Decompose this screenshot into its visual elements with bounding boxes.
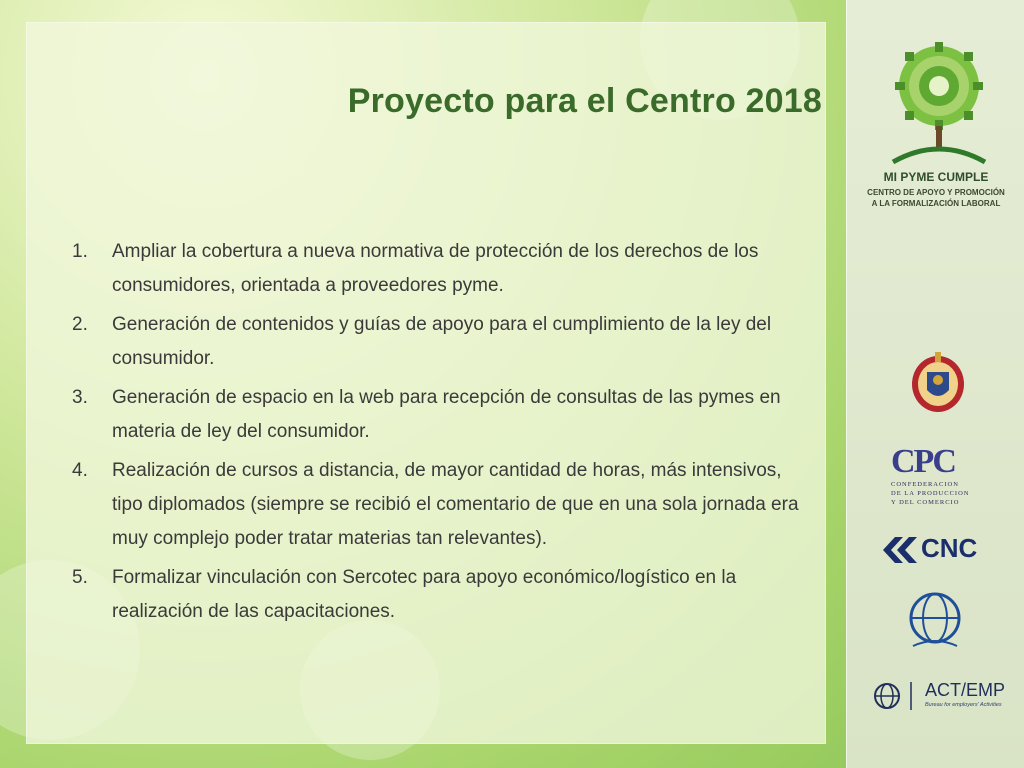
cpc-letters: CPC — [891, 443, 955, 480]
content-panel — [26, 22, 826, 744]
cpc-line: DE LA PRODUCCION — [891, 490, 970, 497]
list-item — [72, 381, 802, 449]
item-text: Generación de contenidos y guías de apoyo para el cumplimiento de la ley del consumidor. — [112, 314, 772, 369]
oit-globe-logo — [903, 592, 967, 650]
cnc-label: CNC — [921, 533, 978, 563]
cpc-line: CONFEDERACION — [891, 481, 959, 488]
subtitle-line: A LA FORMALIZACIÓN LABORAL — [871, 199, 1001, 208]
item-text: Ampliar la cobertura a nueva normativa de protección de los derechos de los consumidores, orientada a proveedores pyme. — [112, 241, 759, 296]
list-item — [72, 235, 802, 303]
globe-icon — [871, 680, 915, 712]
mi-pyme-cumple-subtitle — [847, 187, 1024, 209]
item-text: Realización de cursos a distancia, de mayor cantidad de horas, más intensivos, tipo diplomados (siempre se recibió el comentario de que en una sola jornada era muy complejo poder tratar materias tan relevantes). — [112, 460, 799, 549]
cpc-logo — [891, 443, 987, 506]
item-text: Formalizar vinculación con Sercotec para apoyo económico/logístico en la realización de las capacitaciones. — [112, 567, 737, 622]
item-list — [72, 235, 802, 634]
item-number: 5. — [72, 567, 88, 588]
list-item — [72, 308, 802, 376]
mi-pyme-cumple-title: MI PYME CUMPLE — [883, 170, 989, 184]
act-emp-subtitle: Bureau for employers' Activities — [925, 702, 1002, 708]
list-item — [72, 561, 802, 629]
list-item — [72, 454, 802, 556]
act-emp-label: ACT/EMP — [925, 680, 1006, 700]
cnc-logo — [883, 535, 995, 565]
item-text: Generación de espacio en la web para recepción de consultas de las pymes en materia de ley del consumidor. — [112, 387, 781, 442]
cnc-chevron-icon — [883, 537, 919, 563]
item-number: 4. — [72, 460, 88, 481]
logo-sidebar — [846, 0, 1024, 768]
cpc-line: Y DEL COMERCIO — [891, 499, 960, 506]
item-number: 3. — [72, 387, 88, 408]
university-crest-logo — [909, 350, 967, 414]
item-number: 1. — [72, 241, 88, 262]
act-emp-logo — [871, 678, 1017, 714]
item-number: 2. — [72, 314, 88, 335]
mi-pyme-cumple-tree-logo — [891, 38, 987, 168]
slide-title: Proyecto para el Centro 2018 — [347, 82, 822, 120]
subtitle-line: CENTRO DE APOYO Y PROMOCIÓN — [867, 188, 1005, 197]
